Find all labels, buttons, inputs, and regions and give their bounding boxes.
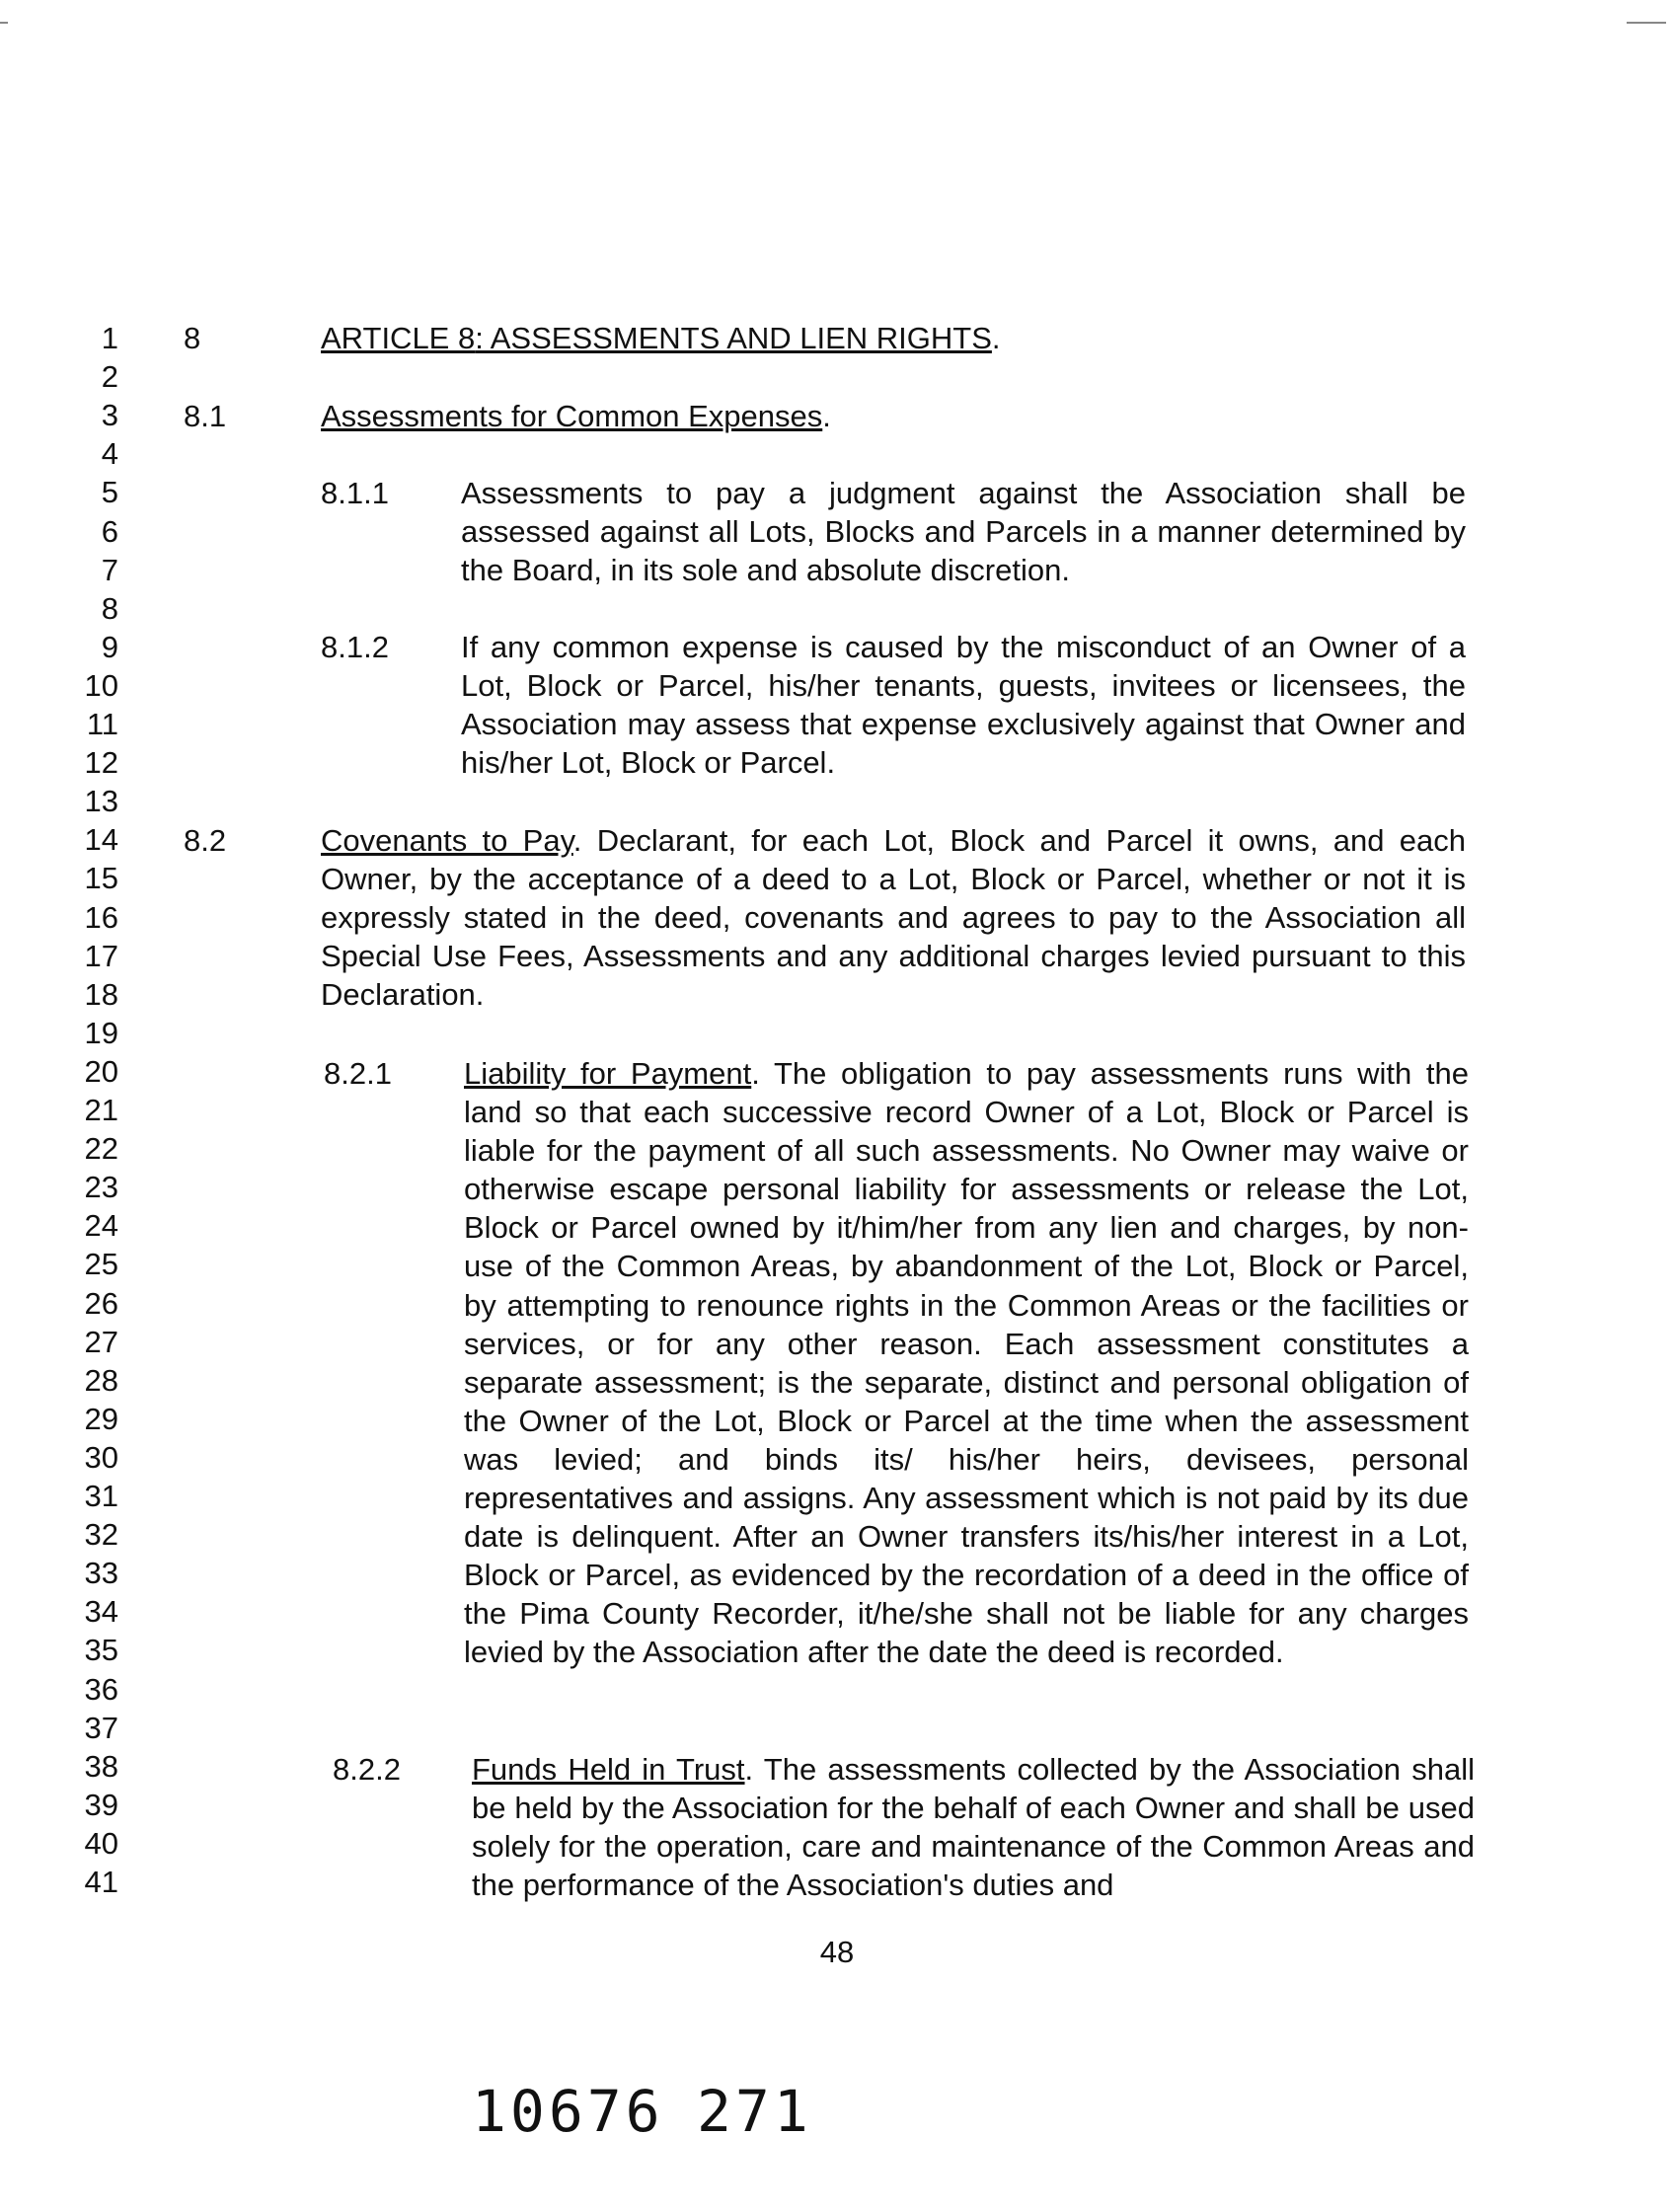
line-number: 21 [84,1093,118,1127]
line-number: 3 [101,398,118,433]
line-number: 22 [84,1131,118,1167]
subsection-number: 8.2.1 [324,1056,392,1091]
line-number: 17 [84,938,118,973]
line-number: 24 [84,1208,118,1244]
recording-page-number: 271 [697,2078,812,2145]
line-number: 35 [84,1633,118,1668]
subsection-heading-label: Liability for Payment [464,1056,752,1091]
subsection-body: . The assessments collected by the Association shall be held by the Association for the behalf of each Owner and shall be used solely for the operation, care and maintenance of the Common Areas and the performance of the Association's duties and [472,1752,1475,1903]
line-number: 28 [84,1362,118,1398]
line-number: 18 [84,976,118,1012]
line-number: 25 [84,1247,118,1282]
line-number: 29 [84,1401,118,1436]
article-number: 8 [184,321,201,355]
line-number: 2 [101,359,118,395]
line-number: 20 [84,1053,118,1089]
subsection-number: 8.1.2 [321,630,389,664]
line-number: 23 [84,1170,118,1205]
section-heading-end: . [822,399,831,433]
line-number: 13 [84,784,118,819]
line-number: 37 [84,1710,118,1745]
section-heading-label: Assessments for Common Expenses [321,399,823,433]
line-number: 4 [101,436,118,472]
section-body: . Declarant, for each Lot, Block and Parcel it owns, and each Owner, by the acceptance of a deed to a Lot, Block or Parcel, whether or not it is expressly stated in the deed, covenants and agrees to pay to the Association all Special Use Fees, Assessments and any additional charges levied pursuant to this Declaration. [321,823,1466,1013]
subsection-text [472,1750,1475,1904]
line-number: 38 [84,1748,118,1784]
line-number: 12 [84,745,118,781]
recording-book-number: 10676 [472,2078,664,2145]
article-title-label: ARTICLE 8 [321,321,476,355]
line-number: 26 [84,1285,118,1321]
line-number: 40 [84,1825,118,1861]
line-number: 9 [101,629,118,664]
section-number: 8.1 [184,399,227,433]
section-number: 8.2 [184,823,227,858]
subsection-text [464,1054,1469,1672]
subsection-body: . The obligation to pay assessments runs with the land so that each successive record Owner of a Lot, Block or Parcel is liable for the payment of all such assessments. No Owner may waive or otherwise escape personal liability for assessments or release the Lot, Block or Parcel owned by it/him/her from any lien and charges, by non-use of the Common Areas, by abandonment of the Lot, Block or Parcel, by attempting to renounce rights in the Common Areas or the facilities or services, or for any other reason. Each assessment constitutes a separate assessment; is the separate, distinct and personal obligation of the Owner of the Lot, Block or Parcel at the time when the assessment was levied; and binds its/ his/her heirs, devisees, personal representatives and assigns. Any assessment which is not paid by its due date is delinquent. After an Owner transfers its/his/her interest in a Lot, Block or Parcel, as evidenced by the recordation of a deed in the office of the Pima County Recorder, it/he/she shall not be liable for any charges levied by the Association after the date the deed is recorded. [464,1056,1469,1670]
line-number: 39 [84,1787,118,1822]
line-number: 1 [101,321,118,355]
section-heading-label: Covenants to Pay [321,823,573,858]
line-number: 6 [101,513,118,549]
subsection-number: 8.2.2 [333,1752,401,1787]
line-number: 5 [101,475,118,510]
article-title-end: . [991,321,1001,355]
page-number: 48 [819,1935,855,1969]
line-number: 15 [84,861,118,896]
line-number: 33 [84,1556,118,1591]
section-heading [321,397,1308,435]
line-number: 27 [84,1324,118,1359]
line-number: 30 [84,1439,118,1475]
section-text [321,821,1466,1014]
scan-edge-mark [0,22,8,24]
line-number: 7 [101,552,118,587]
subsection-text: Assessments to pay a judgment against the Association shall be assessed against all Lots, Blocks and Parcels in a manner determined by the Board, in its sole and absolute discretion. [461,476,1466,588]
line-number: 34 [84,1594,118,1630]
line-number: 8 [101,590,118,626]
article-title-rest: : ASSESSMENTS AND LIEN RIGHTS [475,321,992,355]
line-number: 31 [84,1479,118,1513]
scan-edge-mark [1627,22,1666,24]
line-number: 16 [84,899,118,935]
line-number: 32 [84,1517,118,1553]
line-number: 19 [84,1015,118,1050]
line-number: 10 [84,667,118,703]
subsection-heading-label: Funds Held in Trust [472,1752,745,1787]
line-number: 41 [84,1865,118,1899]
article-title [321,319,1308,357]
subsection-number: 8.1.1 [321,476,389,510]
line-number: 36 [84,1671,118,1707]
subsection-text: If any common expense is caused by the misconduct of an Owner of a Lot, Block or Parcel, his/her tenants, guests, invitees or licensees, the Association may assess that expense exclusively against that Owner and his/her Lot, Block or Parcel. [461,630,1466,781]
line-number: 14 [84,822,118,858]
line-number: 11 [86,707,118,741]
